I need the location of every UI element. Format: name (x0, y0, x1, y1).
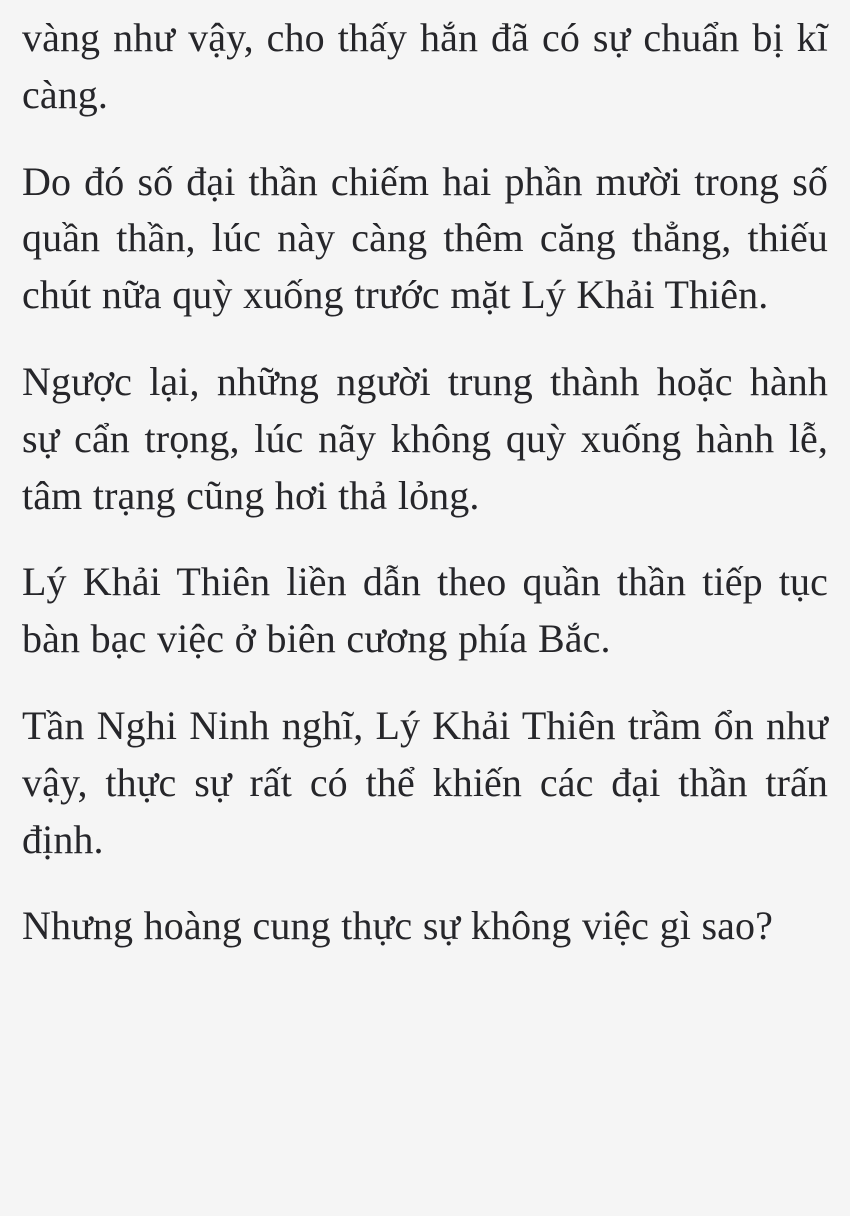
paragraph: Ngược lại, những người trung thành hoặc hành sự cẩn trọng, lúc nãy không quỳ xuống hành lễ, tâm trạng cũng hơi thả lỏng. (22, 358, 828, 518)
paragraph: vàng như vậy, cho thấy hắn đã có sự chuẩn bị kĩ càng. (22, 15, 828, 117)
paragraph: Lý Khải Thiên liền dẫn theo quần thần tiếp tục bàn bạc việc ở biên cương phía Bắc. (22, 559, 828, 662)
paragraph: Nhưng hoàng cung thực sự không việc gì sao? (22, 903, 773, 949)
paragraph: Do đó số đại thần chiếm hai phần mười trong số quần thần, lúc này càng thêm căng thẳng, thiếu chút nữa quỳ xuống trước mặt Lý Khải Thiên. (22, 158, 828, 318)
paragraph: Tần Nghi Ninh nghĩ, Lý Khải Thiên trầm ổn như vậy, thực sự rất có thể khiến các đại thần trấn định. (22, 702, 828, 862)
